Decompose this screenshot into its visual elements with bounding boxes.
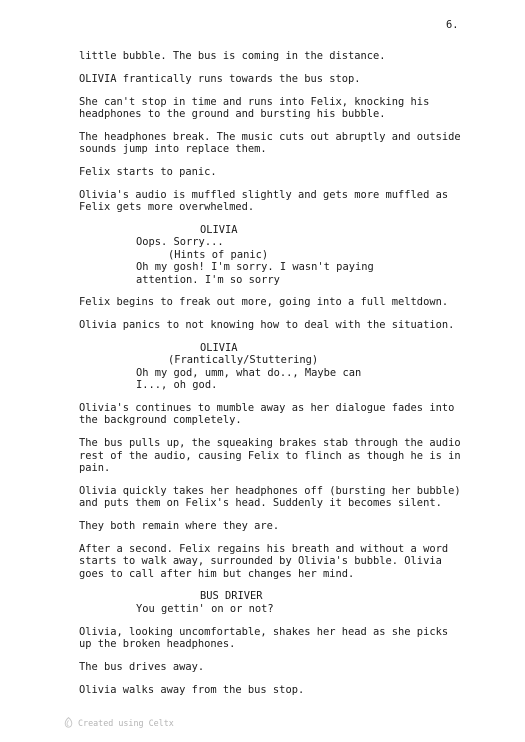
paragraph-gap [0, 510, 525, 520]
footer-watermark [64, 717, 174, 728]
paragraph-gap [0, 673, 525, 683]
action-line: Olivia walks away from the bus stop. [79, 683, 305, 696]
action-line: little bubble. The bus is coming in the distance. [79, 50, 386, 62]
paragraph-gap [0, 120, 525, 130]
parenthetical-line: (Frantically/Stuttering) [168, 354, 319, 367]
action-line: Olivia's audio is muffled slightly and gets more muffled as [79, 188, 449, 201]
paragraph-gap [0, 85, 525, 95]
action-line: After a second. Felix regains his breath and without a word [79, 542, 449, 555]
paragraph-gap [0, 427, 525, 437]
paragraph-gap [0, 286, 525, 296]
footer-text: Created using Celtx [78, 717, 174, 728]
dialogue-line: Oh my god, umm, what do.., Maybe can [136, 366, 362, 379]
dialogue-line: attention. I'm so sorry [136, 273, 280, 286]
action-line: starts to walk away, surrounded by Olivia's bubble. Olivia [79, 555, 442, 568]
character-name: OLIVIA [200, 342, 238, 355]
paragraph-gap [0, 532, 525, 542]
dialogue-line: Oops. Sorry... [136, 236, 224, 249]
action-line: sounds jump into replace them. [79, 143, 267, 156]
action-line: goes to call after him but changes her mind. [79, 567, 355, 580]
dialogue-line: Oh my gosh! I'm sorry. I wasn't paying [136, 261, 374, 274]
paragraph-gap [0, 615, 525, 625]
paragraph-gap [0, 392, 525, 402]
action-line: The bus drives away. [79, 660, 205, 673]
paragraph-gap [0, 650, 525, 660]
parenthetical-line: (Hints of panic) [168, 248, 269, 261]
action-line: Felix gets more overwhelmed. [79, 201, 255, 214]
action-line: Olivia, looking uncomfortable, shakes her head as she picks [79, 625, 449, 638]
paragraph-gap [0, 214, 525, 224]
action-line: Felix starts to panic. [79, 166, 217, 178]
action-line: OLIVIA frantically runs towards the bus stop. [79, 72, 361, 85]
action-line: The bus pulls up, the squeaking brakes stab through the audio [79, 437, 461, 450]
action-line: and puts them on Felix's head. Suddenly it becomes silent. [79, 497, 442, 510]
action-line: They both remain where they are. [79, 520, 280, 533]
dialogue-line: I..., oh god. [136, 379, 218, 392]
action-line: headphones to the ground and bursting his bubble. [79, 108, 386, 120]
screenplay-body [0, 50, 525, 696]
action-line: Felix begins to freak out more, going into a full meltdown. [79, 296, 449, 309]
action-line: the background completely. [79, 414, 242, 427]
paragraph-gap [0, 156, 525, 166]
paragraph-gap [0, 332, 525, 342]
action-line: Olivia's continues to mumble away as her dialogue fades into [79, 402, 455, 415]
action-line: pain. [79, 462, 111, 475]
page-number: 6. [446, 19, 459, 31]
character-name: OLIVIA [200, 224, 238, 236]
paragraph-gap [0, 62, 525, 72]
action-line: She can't stop in time and runs into Felix, knocking his [79, 95, 430, 108]
paragraph-gap [0, 178, 525, 188]
paragraph-gap [0, 474, 525, 484]
paragraph-gap [0, 580, 525, 590]
action-line: The headphones break. The music cuts out abruptly and outside [79, 130, 461, 143]
dialogue-line: You gettin' on or not? [136, 602, 274, 615]
action-line: Olivia quickly takes her headphones off (bursting her bubble) [79, 484, 461, 497]
paragraph-gap [0, 309, 525, 319]
action-line: Olivia panics to not knowing how to deal with the situation. [79, 319, 455, 332]
celtx-logo-icon [64, 717, 73, 728]
action-line: up the broken headphones. [79, 638, 236, 651]
action-line: rest of the audio, causing Felix to flinch as though he is in [79, 449, 461, 462]
character-name: BUS DRIVER [200, 590, 263, 603]
